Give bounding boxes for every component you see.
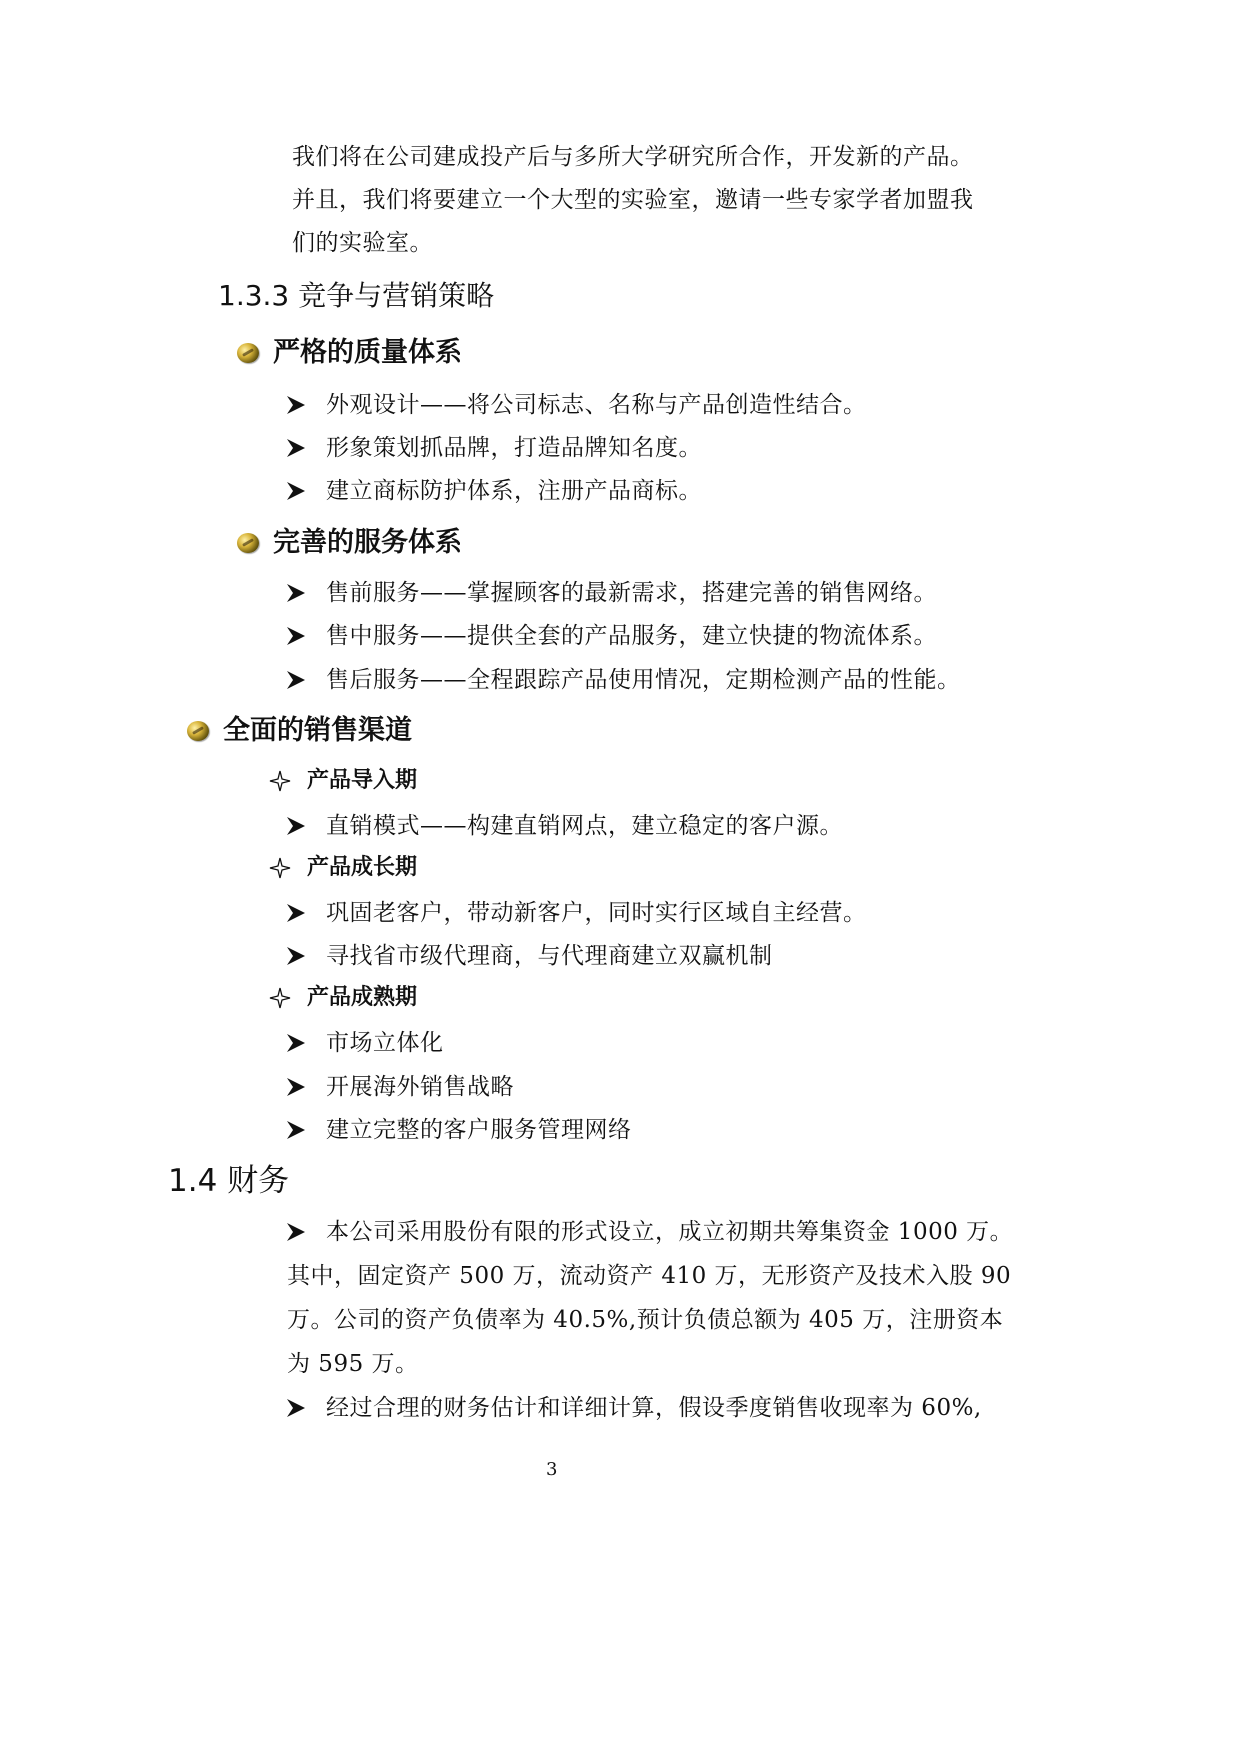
service-heading: 完善的服务体系 — [273, 527, 462, 558]
four-point-star-icon — [269, 987, 291, 1009]
arrowhead-icon — [284, 436, 308, 460]
arrowhead-icon — [284, 1220, 308, 1244]
page-number: 3 — [546, 1459, 558, 1480]
intro-line-1: 我们将在公司建成投产后与多所大学研究所合作，开发新的产品。 — [292, 144, 974, 170]
intro-line-3: 们的实验室。 — [292, 230, 433, 256]
gold-orb-icon — [237, 343, 259, 363]
arrowhead-icon — [284, 944, 308, 968]
quality-item-3: 建立商标防护体系，注册产品商标。 — [326, 478, 702, 504]
four-point-star-icon — [269, 770, 291, 792]
section-133-heading: 1.3.3 竞争与营销策略 — [218, 279, 495, 312]
finance-para-2-line-1: 经过合理的财务估计和详细计算，假设季度销售收现率为 60%, — [326, 1395, 982, 1421]
quality-heading: 严格的质量体系 — [273, 337, 462, 368]
phase-2-title: 产品成长期 — [307, 855, 418, 880]
phase-2-item-1: 巩固老客户，带动新客户，同时实行区域自主经营。 — [326, 900, 867, 926]
section-14-heading: 1.4 财务 — [168, 1163, 290, 1199]
phase-1-title: 产品导入期 — [307, 768, 418, 793]
phase-1-item-1: 直销模式——构建直销网点，建立稳定的客户源。 — [326, 813, 843, 839]
service-item-2: 售中服务——提供全套的产品服务，建立快捷的物流体系。 — [326, 623, 937, 649]
phase-3-item-3: 建立完整的客户服务管理网络 — [326, 1117, 632, 1143]
service-item-3: 售后服务——全程跟踪产品使用情况，定期检测产品的性能。 — [326, 667, 961, 693]
phase-3-title: 产品成熟期 — [307, 985, 418, 1010]
gold-orb-icon — [237, 533, 259, 553]
arrowhead-icon — [284, 581, 308, 605]
finance-para-1-line-1: 本公司采用股份有限的形式设立，成立初期共筹集资金 1000 万。 — [326, 1219, 1014, 1245]
arrowhead-icon — [284, 624, 308, 648]
phase-3-item-1: 市场立体化 — [326, 1030, 444, 1056]
phase-2-item-2: 寻找省市级代理商，与代理商建立双赢机制 — [326, 943, 773, 969]
arrowhead-icon — [284, 1118, 308, 1142]
channels-heading: 全面的销售渠道 — [223, 715, 412, 746]
arrowhead-icon — [284, 1031, 308, 1055]
phase-3-item-2: 开展海外销售战略 — [326, 1074, 514, 1100]
arrowhead-icon — [284, 1075, 308, 1099]
four-point-star-icon — [269, 857, 291, 879]
arrowhead-icon — [284, 1396, 308, 1420]
quality-item-1: 外观设计——将公司标志、名称与产品创造性结合。 — [326, 392, 867, 418]
arrowhead-icon — [284, 393, 308, 417]
arrowhead-icon — [284, 668, 308, 692]
arrowhead-icon — [284, 814, 308, 838]
quality-item-2: 形象策划抓品牌，打造品牌知名度。 — [326, 435, 702, 461]
finance-para-1-line-4: 为 595 万。 — [287, 1351, 419, 1377]
arrowhead-icon — [284, 479, 308, 503]
gold-orb-icon — [187, 721, 209, 741]
intro-line-2: 并且，我们将要建立一个大型的实验室，邀请一些专家学者加盟我 — [292, 187, 974, 213]
finance-para-1-line-3: 万。公司的资产负债率为 40.5%,预计负债总额为 405 万，注册资本 — [287, 1307, 1004, 1333]
finance-para-1-line-2: 其中，固定资产 500 万，流动资产 410 万，无形资产及技术入股 90 — [287, 1263, 1012, 1289]
service-item-1: 售前服务——掌握顾客的最新需求，搭建完善的销售网络。 — [326, 580, 937, 606]
arrowhead-icon — [284, 901, 308, 925]
